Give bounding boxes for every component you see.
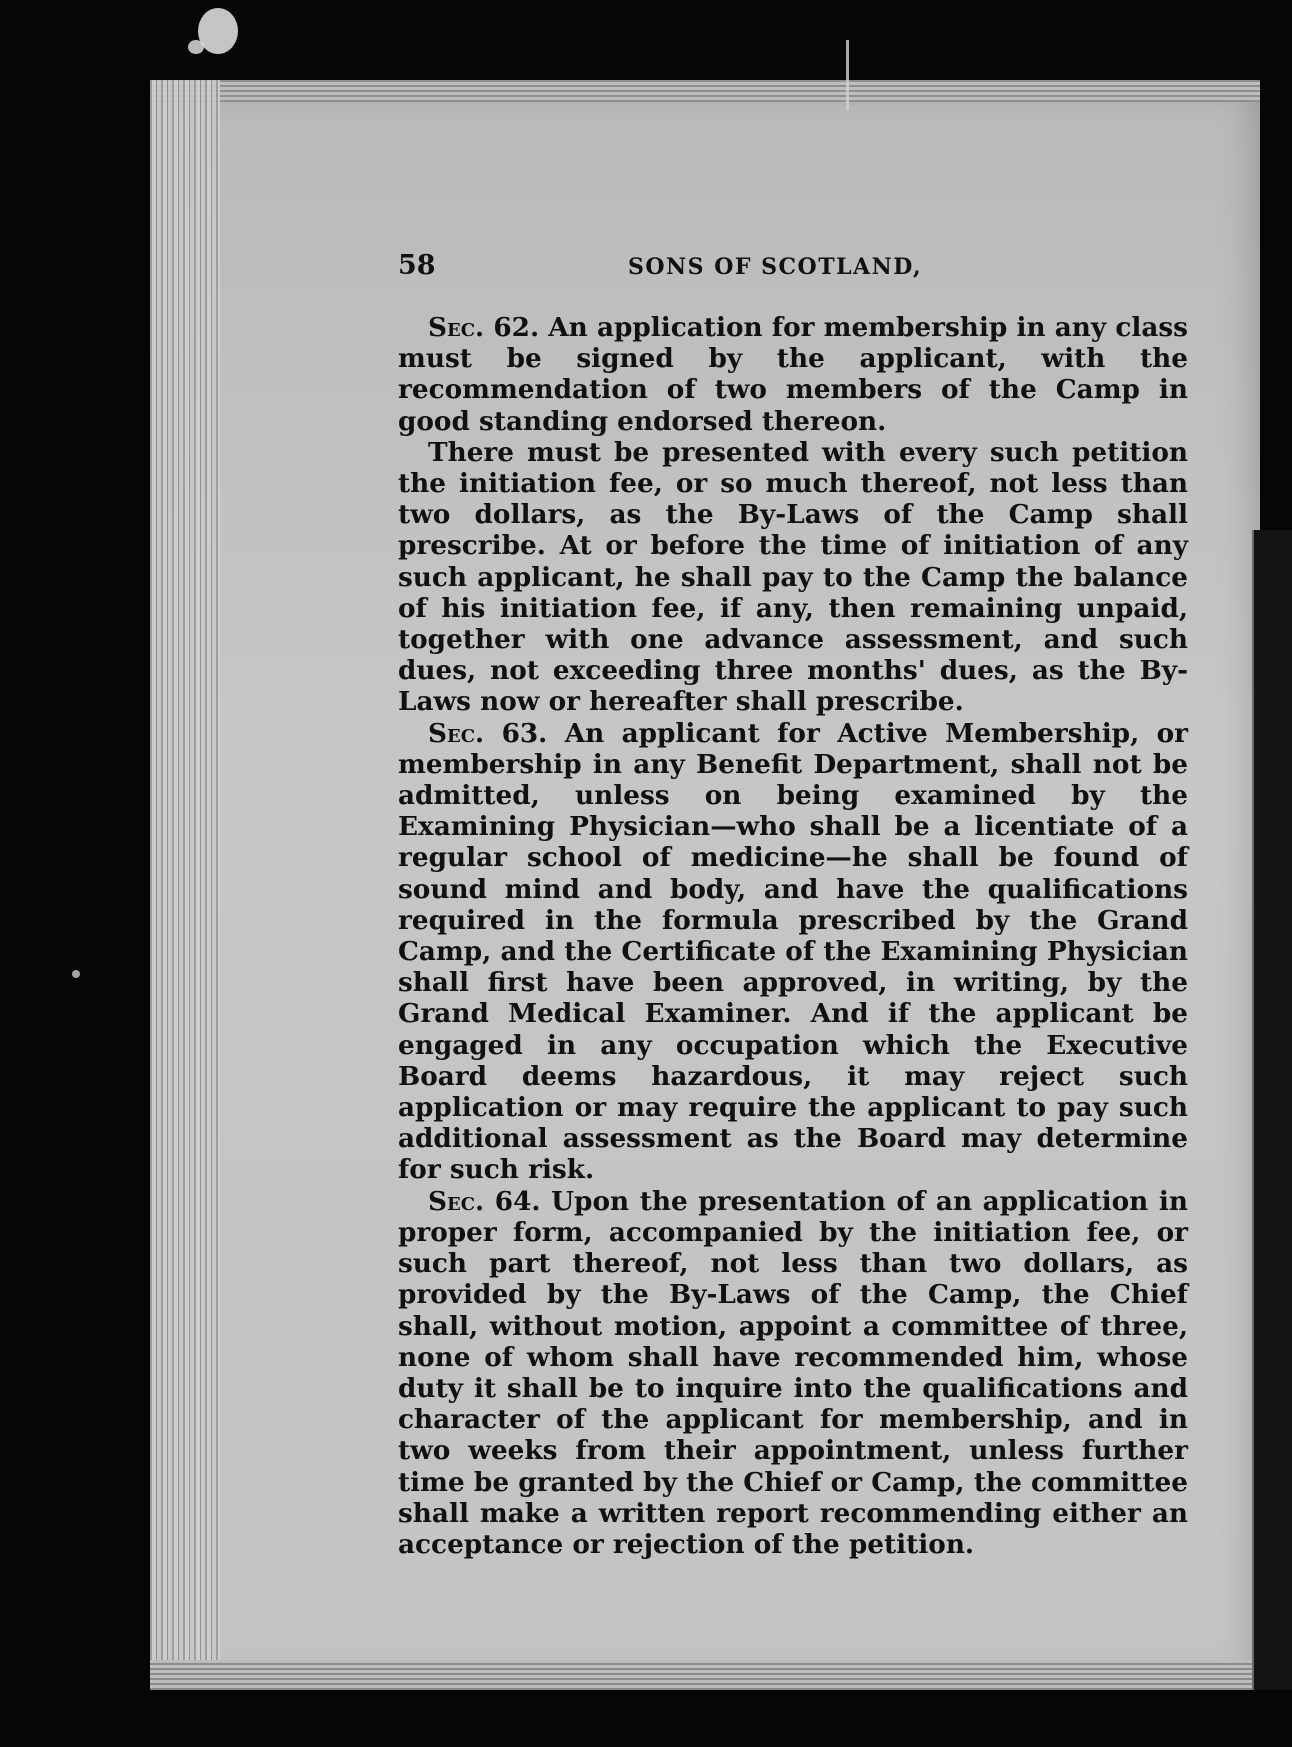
page-binding-edges: [150, 80, 220, 1690]
section-paragraph: [398, 1186, 1188, 1560]
section-text: There must be presented with every such petition the initiation fee, or so much thereof, not less than two dollars, as the By-Laws of the Camp shall prescribe. At or before the time of initiation of any such applicant, he shall pay to the Camp the balance of his initiation fee, if any, then remaining unpaid, together with one advance assessment, and such dues, not exceeding three months' dues, as the By-Laws now or hereafter shall prescribe.: [398, 436, 1188, 718]
section-label: Sec. 62.: [428, 312, 540, 343]
section-text: An application for membership in any class must be signed by the applicant, with the recommendation of two members of the Camp in good standing endorsed thereon.: [398, 312, 1188, 437]
dust-speck: [188, 40, 204, 54]
section-paragraph: [398, 718, 1188, 1186]
page-bottom-edge: [150, 1660, 1260, 1690]
page-top-edge: [150, 80, 1260, 102]
dust-speck: [72, 970, 80, 978]
section-label: Sec. 63.: [428, 717, 548, 749]
section-text: An applicant for Active Membership, or membership in any Benefit Department, shall not be admitted, unless on being examined by the Examining Physician—who shall be a licentiate of a regular school of medicine—he shall be found of sound mind and body, and have the qualifications required in the formula prescribed by the Grand Camp, and the Certificate of the Examining Physician shall first have been approved, in writing, by the Grand Medical Examiner. And if the applicant be engaged in any occupation which the Executive Board deems hazardous, it may reject such application or may require the applicant to pay such additional assessment as the Board may determine for such risk.: [398, 717, 1189, 1186]
section-paragraph: [398, 437, 1188, 718]
section-label: Sec. 64.: [428, 1185, 541, 1217]
section-text: Upon the presentation of an application in proper form, accompanied by the initiation fee, or such part thereof, not less than two dollars, as provided by the By-Laws of the Camp, the Chief shall, without motion, appoint a committee of three, none of whom shall have recommended him, whose duty it shall be to inquire into the qualifications and character of the applicant for membership, and in two weeks from their appointment, unless further time be granted by the Chief or Camp, the committee shall make a written report recommending either an acceptance or rejection of the petition.: [398, 1185, 1188, 1560]
page-content: [398, 250, 1188, 1560]
right-dark-slab: [1254, 530, 1292, 1690]
dust-speck: [198, 8, 238, 54]
section-paragraph: [398, 312, 1188, 437]
scratch-mark: [846, 40, 849, 110]
running-title: SONS OF SCOTLAND,: [628, 254, 923, 280]
running-head: [398, 250, 1188, 300]
page-number: 58: [398, 250, 436, 281]
